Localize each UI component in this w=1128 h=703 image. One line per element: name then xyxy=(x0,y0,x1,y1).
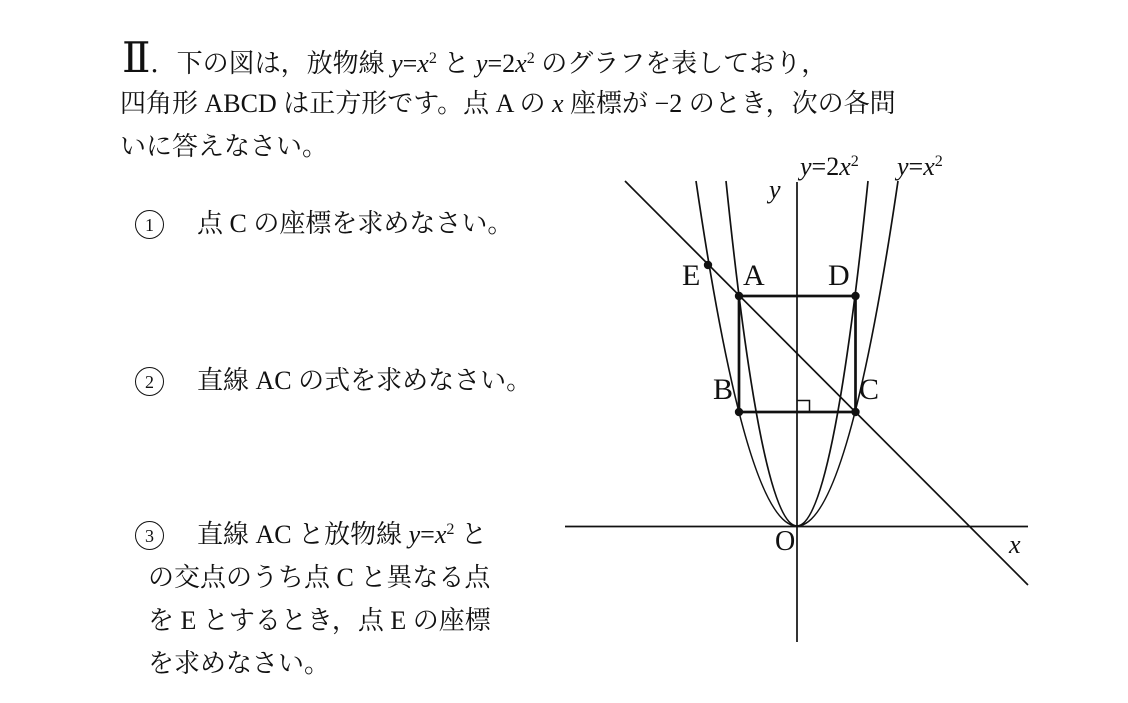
question-1-number: 1 xyxy=(135,210,164,239)
question-3-text-line3: を E とするとき，点 E の座標 xyxy=(148,606,491,635)
question-2-text: 直線 AC の式を求めなさい。 xyxy=(197,366,533,395)
point-e-label: E xyxy=(682,259,701,292)
point-e-dot xyxy=(704,261,712,269)
point-a-label: A xyxy=(743,259,765,292)
problem-intro-line3: いに答えなさい。 xyxy=(120,132,329,161)
point-d-label: D xyxy=(828,259,850,292)
point-a-dot xyxy=(735,292,743,300)
curve-label-y-equals-x-squared: $y=x^2$ xyxy=(897,152,943,181)
right-angle-mark xyxy=(798,401,810,412)
question-3-text-line4: を求めなさい。 xyxy=(148,649,331,678)
question-2-number: 2 xyxy=(135,367,164,396)
point-b-label: B xyxy=(713,373,734,406)
x-axis-label: x xyxy=(1009,530,1021,559)
point-d-dot xyxy=(851,292,859,300)
point-c-label: C xyxy=(859,373,880,406)
question-3-text-line1: 直線 AC と放物線 $y=x^2$ と xyxy=(197,520,487,549)
point-b-dot xyxy=(735,408,743,416)
question-3-number: 3 xyxy=(135,521,164,550)
point-c-dot xyxy=(851,408,859,416)
y-axis-label: y xyxy=(769,175,781,204)
problem-intro-line1: Ⅱ．下の図は，放物線 $y=x^2$ と $y=2x^2$ のグラフを表しており， xyxy=(122,36,828,82)
question-3-text-line2: の交点のうち点 C と異なる点 xyxy=(148,563,491,592)
question-1-text: 点 C の座標を求めなさい。 xyxy=(197,209,514,238)
line-ac xyxy=(625,181,1028,585)
curve-label-y-equals-2x-squared: $y=2x^2$ xyxy=(800,152,859,181)
problem-intro-line2: 四角形 ABCD は正方形です。点 A の x 座標が −2 のとき，次の各問 xyxy=(120,89,896,118)
origin-label: O xyxy=(775,526,796,557)
